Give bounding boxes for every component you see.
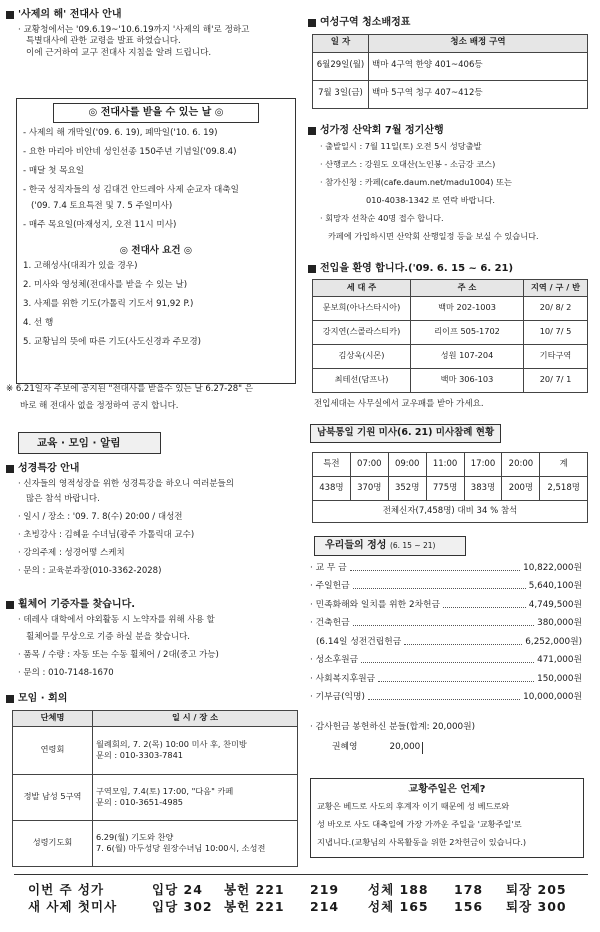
list-item: - 매달 첫 목요일: [23, 165, 85, 176]
list-item: 5. 교황님의 뜻에 따른 기도(사도신경과 주모경): [23, 337, 201, 348]
pope-sunday-title: 교황주일은 언제?: [408, 784, 486, 795]
list-item: · 사회복지후원금 150,000원: [310, 673, 582, 684]
table-row: 김상욱(시몬) 성원 107-204 기타구역: [313, 344, 588, 368]
hymn-row-first-mass: 새 사제 첫미사 입당 302 봉헌 221 214 성체 165 156 퇴장 300: [28, 899, 567, 914]
square-bullet-icon: [6, 11, 14, 19]
welcome-table: 세 대 주 주 소 지역 / 구 / 반 문보희(아나스타시아) 백마 202-1003 20/ 8/ 2 강지연(스콜라스티카) 리이프 505-1702 10/ 7/ 5 김상욱(시몬) 성원 107-204 기타구역 최테선(담프나) 백마 306-103 20/ 7/ 1: [312, 279, 588, 393]
thanks-offering: · 감사헌금 봉헌하신 분들(합계: 20,000원) 권혜영 20,000: [310, 722, 476, 752]
requirements-list: [23, 261, 289, 356]
indulgence-days-list: [23, 128, 289, 239]
offerings-title: 우리들의 정성 (6. 15 ~ 21): [314, 536, 466, 556]
list-item: · 민족화해와 일치를 위한 2차헌금 4,749,500원: [310, 599, 582, 610]
table-row: 연령회 월례회의, 7. 2(목) 10:00 미사 후, 찬미방 문의 : 010-3303-7841: [13, 726, 298, 774]
list-item: · 주일헌금 5,640,100원: [310, 581, 582, 592]
wheelchair-section: 휠체어 기증자를 찾습니다. · 데레사 대학에서 야외활동 시 노약자를 위해 사용 할 휠체어를 무상으로 기증 하실 분을 찾습니다. · 품목 / 수량 : 자동 또는 수동 휠체어 / 2대(중고 가능) · 문의 : 010-7148-1670: [6, 598, 300, 686]
education-banner: 교육 · 모임 · 알림: [18, 432, 161, 454]
footnote: ※ 6.21일자 주보에 공지된 "전대사를 받을수 있는 날 6.27-28" 은 바로 해 전대사 없을 정정하여 공지 합니다.: [6, 384, 254, 411]
square-bullet-icon: [6, 695, 14, 703]
list-item: 1. 고해성사(대죄가 있을 경우): [23, 261, 138, 272]
table-row: 성령기도회 6.29(월) 기도와 찬양 7. 6(월) 마두성당 원장수녀님 10:00시, 소성전: [13, 820, 298, 866]
section-heading: '사제의 해' 전대사 안내: [6, 8, 300, 22]
table-row: 최테선(담프나) 백마 306-103 20/ 7/ 1: [313, 368, 588, 392]
notice-text: · 교황청에서는 '09.6.19~'10.6.19까지 '사제의 해'로 정하고 특별대사에 관한 교령을 발표 하였습니다. 이에 근거하여 교구 전대사 지침을 알려 드립니다.: [18, 24, 250, 58]
section-heading: 여성구역 청소배정표: [308, 16, 594, 30]
mass-stats-title: 남북통일 기원 미사(6. 21) 미사참례 현황: [310, 424, 501, 443]
cleaning-section: [308, 16, 594, 109]
list-item: - 한국 성직자들의 성 김대건 안드레아 사제 순교자 대축일: [23, 184, 239, 195]
pope-sunday-box: 교황주일은 언제? 교황은 베드로 사도의 후계자 이기 때문에 성 베드로와 성 바오로 사도 대축일에 가장 가까운 주일을 '교황주일'로 지냅니다.(교황님의 사목활동을 위한 2차헌금이 있습니다.): [310, 778, 584, 858]
list-item: 3. 사제를 위한 기도(가톨릭 기도서 91,92 P.): [23, 299, 194, 310]
list-item: - 요한 마리아 비안네 성인선종 150주년 기념일('09.8.4): [23, 146, 237, 157]
meetings-section: [6, 692, 300, 867]
indulgence-days-heading: ◎ 전대사를 받을 수 있는 날 ◎: [53, 103, 259, 123]
donor-name: 권혜영: [332, 742, 358, 752]
welcome-section: [308, 262, 594, 410]
list-item: ('09. 7.4 토요특전 및 7. 5 주일미사): [31, 200, 173, 211]
list-item: · 기부금(익명) 10,000,000원: [310, 692, 582, 703]
square-bullet-icon: [6, 465, 14, 473]
offerings-list: [310, 556, 582, 704]
square-bullet-icon: [308, 127, 316, 135]
table-row: 7월 3일(금) 백마 5구역 청구 407~412등: [313, 80, 588, 108]
list-item: 4. 선 행: [23, 318, 54, 329]
square-bullet-icon: [308, 265, 316, 273]
section-heading: 휠체어 기증자를 찾습니다.: [6, 598, 300, 612]
table-row: 438명 370명 352명 775명 383명 200명 2,518명: [313, 477, 588, 501]
cleaning-table: 일 자 청소 배정 구역 6월29일(월) 백마 4구역 한양 401~406등 7월 3일(금) 백마 5구역 청구 407~412등: [312, 34, 588, 109]
mass-stats-table: 특전 07:00 09:00 11:00 17:00 20:00 계 438명 370명 352명 775명 383명 200명 2,518명 전체신자(7,458명) 대비 34 % 참석: [312, 452, 588, 523]
list-item: 2. 미사와 영성체(전대사를 받을 수 있는 날): [23, 280, 188, 291]
hymn-numbers: [28, 882, 588, 916]
list-item: (6.14일 성전건립헌금 6,252,000원): [316, 636, 582, 647]
table-row: 문보희(아나스타시아) 백마 202-1003 20/ 8/ 2: [313, 296, 588, 320]
hymn-row-this-week: 이번 주 성가 입당 24 봉헌 221 219 성체 188 178 퇴장 205: [28, 882, 567, 897]
list-item: · 건축헌금 380,000원: [310, 618, 582, 629]
list-item: - 사제의 해 개막일('09. 6. 19), 폐막일('10. 6. 19): [23, 127, 218, 138]
table-row: 6월29일(월) 백마 4구역 한양 401~406등: [313, 52, 588, 80]
list-item: · 성소후원금 471,000원: [310, 655, 582, 666]
table-row: 정발 남성 5구역 구역모임, 7.4(토) 17:00, "다음" 카페 문의 : 010-3651-4985: [13, 774, 298, 820]
table-row: 강지연(스콜라스티카) 리이프 505-1702 10/ 7/ 5: [313, 320, 588, 344]
section-heading: 모임 · 회의: [6, 692, 300, 706]
indulgence-box: [16, 98, 296, 384]
requirements-heading: ◎ 전대사 요건 ◎: [119, 244, 193, 256]
section-heading: 전입을 환영 합니다.('09. 6. 15 ~ 6. 21): [308, 262, 594, 276]
donor-amount: 20,000: [390, 742, 424, 754]
section-heading: 성경특강 안내: [6, 462, 300, 476]
welcome-note: 전입세대는 사무실에서 교우패를 받아 가세요.: [314, 398, 484, 409]
hiking-section: 성가정 산악회 7월 정기산행 · 출발일시 : 7월 11일(토) 오전 5시 성당출발 · 산행코스 : 강원도 오대산(노인봉 - 소금강 코스) · 참가신청 : 카페(cafe.daum.net/madu1004) 또는 010-4038-1342 로 연락 바랍니다. · 회망자 선착순 40명 접수 합니다. 카페에 가입하시면 산악회 산행일정 등을 보실 수 있습니다.: [308, 124, 594, 249]
square-bullet-icon: [6, 601, 14, 609]
square-bullet-icon: [308, 19, 316, 27]
divider: [14, 874, 588, 875]
list-item: - 매주 목요일(마재성지, 오전 11시 미사): [23, 219, 177, 230]
year-of-priests-section: [6, 8, 300, 59]
list-item: · 교 무 금 10,822,000원: [310, 562, 582, 573]
meetings-table: 단체명 일 시 / 장 소 연령회 월례회의, 7. 2(목) 10:00 미사 후, 찬미방 문의 : 010-3303-7841 정발 남성 5구역 구역모임, 7.4(토) 17:00, "다음" 카페 문의 : 010-3651-4985 성령기도회 6.29(월) 기도와 찬양 7. 6(월) 마두성당 원장수녀님 10:00시, 소성전: [12, 710, 298, 867]
section-heading: 성가정 산악회 7월 정기산행: [308, 124, 594, 138]
bible-lecture-section: 성경특강 안내 · 신자들의 영적성장을 위한 성경특강을 하오니 여러분들의 많은 참석 바랍니다. · 일시 / 장소 : '09. 7. 8(수) 20:00 / 대성전 · 초빙강사 : 김혜윤 수녀님(광주 가톨릭대 교수) · 강의주제 : 성경어떻 스케치 · 문의 : 교육분과장(010-3362-2028): [6, 462, 300, 584]
